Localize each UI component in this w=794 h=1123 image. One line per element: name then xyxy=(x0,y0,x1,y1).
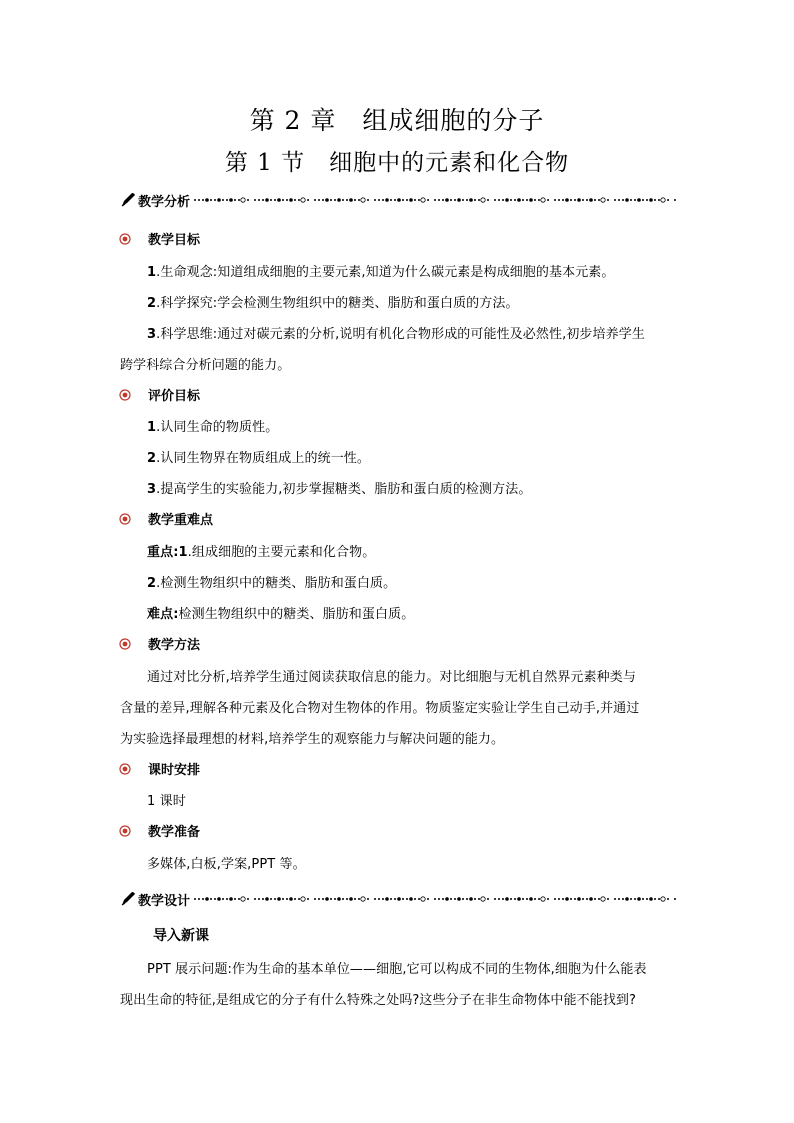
methods-line-2: 含量的差异,理解各种元素及化合物对生物体的作用。物质鉴定实验让学生自己动手,并通过 xyxy=(120,701,640,716)
preparation-text: 多媒体,白板,学案,PPT 等。 xyxy=(147,857,306,872)
methods-heading-label: 教学方法 xyxy=(148,638,201,653)
chapter-title: 第 2 章 组成细胞的分子 xyxy=(249,106,545,135)
preparation-heading xyxy=(119,821,200,840)
design-divider-label: 教学设计 xyxy=(138,893,191,909)
schedule-heading xyxy=(119,759,200,778)
section-title: 第 1 节 细胞中的元素和化合物 xyxy=(224,150,570,176)
objective-item-3-continued: 跨学科综合分析问题的能力。 xyxy=(120,358,291,373)
objective-item-2: 2.科学探究:学会检测生物组织中的糖类、脂肪和蛋白质的方法。 xyxy=(147,296,519,311)
intro-line-1: PPT 展示问题:作为生命的基本单位——细胞,它可以构成不同的生物体,细胞为什么能表 xyxy=(147,962,647,977)
methods-heading xyxy=(119,634,200,653)
schedule-heading-label: 课时安排 xyxy=(148,763,201,778)
evaluation-item-2: 2.认同生物界在物质组成上的统一性。 xyxy=(147,451,370,466)
methods-line-3: 为实验选择最理想的材料,培养学生的观察能力与解决问题的能力。 xyxy=(120,732,505,747)
evaluation-item-3: 3.提高学生的实验能力,初步掌握糖类、脂肪和蛋白质的检测方法。 xyxy=(147,482,532,497)
objective-item-1: 1.生命观念:知道组成细胞的主要元素,知道为什么碳元素是构成细胞的基本元素。 xyxy=(147,265,615,280)
target-bullet-icon xyxy=(119,233,131,245)
evaluation-item-1: 1.认同生命的物质性。 xyxy=(147,420,279,435)
pen-icon xyxy=(120,192,136,208)
key-point-2: 2.检测生物组织中的糖类、脂肪和蛋白质。 xyxy=(147,576,397,591)
key-points-heading-label: 教学重难点 xyxy=(148,513,214,528)
target-bullet-icon xyxy=(119,825,131,837)
objective-item-3: 3.科学思维:通过对碳元素的分析,说明有机化合物形成的可能性及必然性,初步培养学生 xyxy=(147,327,645,342)
objectives-heading xyxy=(119,229,200,248)
difficult-point: 难点:检测生物组织中的糖类、脂肪和蛋白质。 xyxy=(147,607,415,622)
analysis-divider xyxy=(120,191,676,209)
key-points-heading xyxy=(119,509,213,528)
target-bullet-icon xyxy=(119,763,131,775)
target-bullet-icon xyxy=(119,513,131,525)
analysis-divider-label: 教学分析 xyxy=(138,194,191,210)
objectives-heading-label: 教学目标 xyxy=(148,233,201,248)
dotted-rule xyxy=(193,895,676,903)
intro-heading: 导入新课 xyxy=(153,928,209,944)
target-bullet-icon xyxy=(119,638,131,650)
schedule-text: 1 课时 xyxy=(147,794,186,809)
key-point-1: 重点:1.组成细胞的主要元素和化合物。 xyxy=(147,545,376,560)
design-divider xyxy=(120,890,676,908)
preparation-heading-label: 教学准备 xyxy=(148,825,201,840)
methods-line-1: 通过对比分析,培养学生通过阅读获取信息的能力。对比细胞与无机自然界元素种类与 xyxy=(147,670,636,685)
intro-line-2: 现出生命的特征,是组成它的分子有什么特殊之处吗?这些分子在非生命物体中能不能找到? xyxy=(120,993,637,1008)
pen-icon xyxy=(120,891,136,907)
evaluation-heading-label: 评价目标 xyxy=(148,389,201,404)
target-bullet-icon xyxy=(119,389,131,401)
evaluation-heading xyxy=(119,385,200,404)
dotted-rule xyxy=(193,196,676,204)
